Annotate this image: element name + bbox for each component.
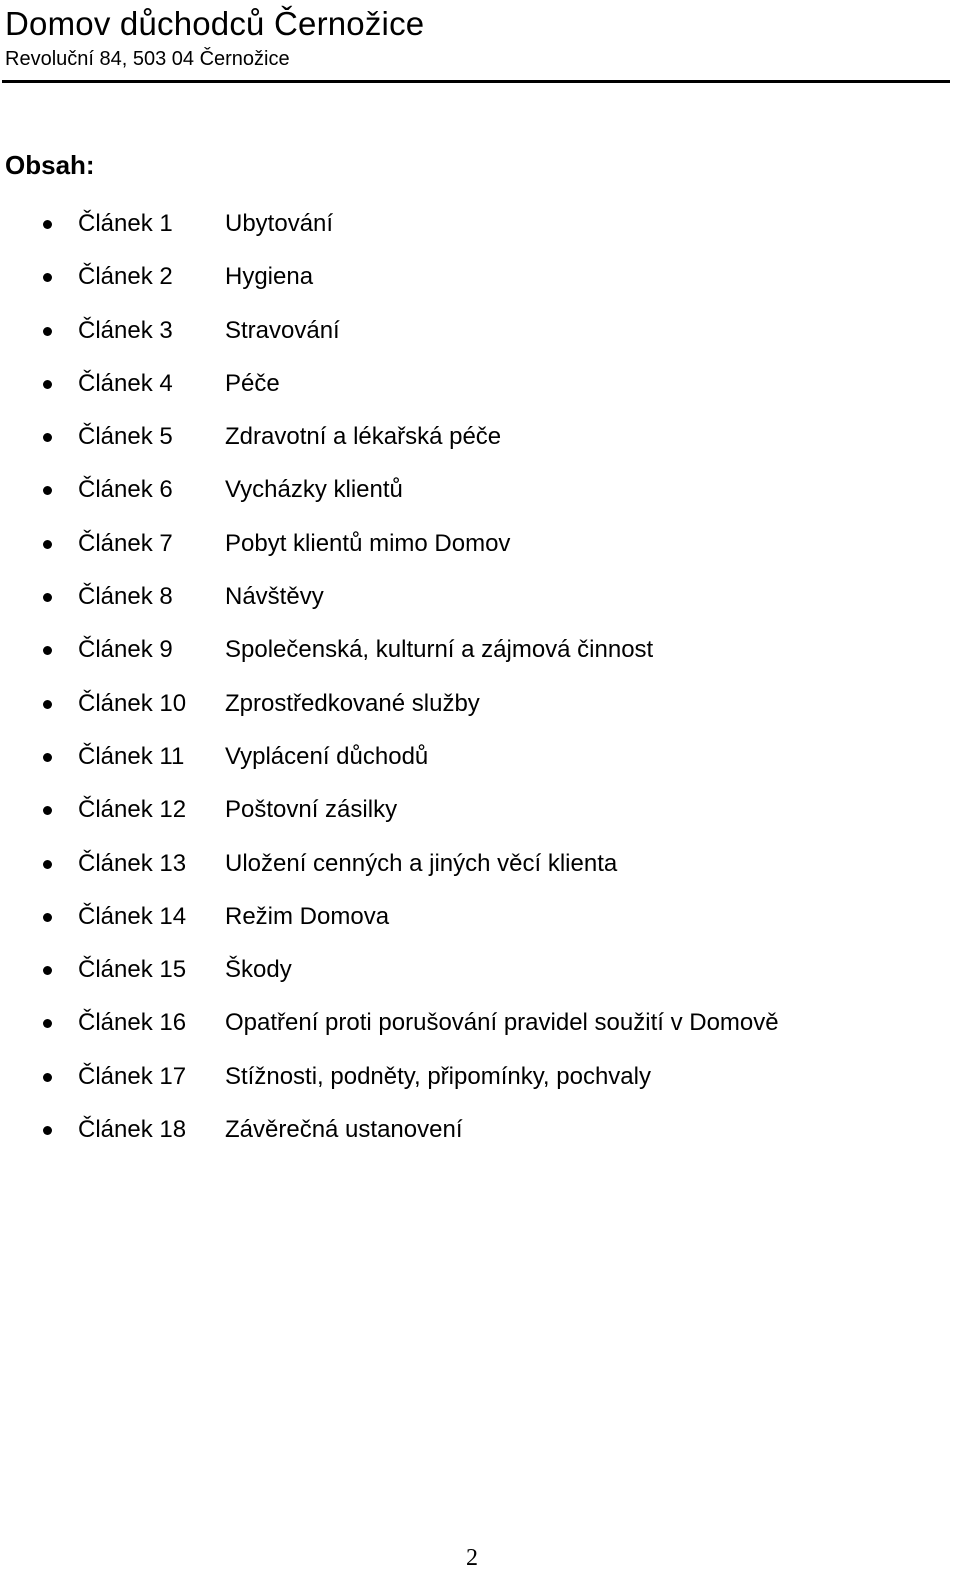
toc-article-label: Článek 3 [78, 316, 173, 344]
toc-topic-label: Uložení cenných a jiných věcí klienta [225, 849, 618, 877]
toc-topic-label: Vycházky klientů [225, 476, 403, 504]
toc-article-label: Článek 18 [78, 1116, 187, 1144]
toc-article-label: Článek 11 [78, 742, 185, 770]
toc-topic-label: Stravování [225, 316, 340, 344]
bullet-icon [43, 700, 52, 709]
bullet-icon [43, 966, 52, 975]
toc-topic-label: Ubytování [225, 210, 334, 237]
toc-article-label: Článek 1 [78, 210, 173, 237]
toc-article-label: Článek 2 [78, 263, 173, 291]
toc-topic-label: Opatření proti porušování pravidel soužití v Domově [225, 1009, 779, 1037]
toc-article-label: Článek 10 [78, 689, 187, 717]
bullet-icon [43, 327, 52, 336]
toc-topic-label: Hygiena [225, 263, 314, 291]
toc-topic-label: Vyplácení důchodů [225, 742, 429, 770]
bullet-icon [43, 1019, 52, 1028]
toc-article-label: Článek 13 [78, 849, 187, 877]
toc-topic-label: Péče [225, 369, 280, 397]
toc-article-label: Článek 9 [78, 636, 173, 664]
toc-topic-label: Zdravotní a lékařská péče [225, 423, 502, 451]
bullet-icon [43, 913, 52, 922]
bullet-icon [43, 753, 52, 762]
document-header [5, 0, 960, 71]
page-number: 2 [466, 1545, 478, 1571]
toc-topic-label: Škody [225, 956, 292, 984]
bullet-icon [43, 540, 52, 549]
toc-article-label: Článek 4 [78, 369, 173, 397]
bullet-icon [43, 1126, 52, 1135]
bullet-icon [43, 860, 52, 869]
toc-article-label: Článek 5 [78, 423, 173, 451]
bullet-icon [43, 1073, 52, 1082]
toc-topic-label: Pobyt klientů mimo Domov [225, 529, 511, 557]
bullet-icon [43, 806, 52, 815]
bullet-icon [43, 273, 52, 282]
toc-article-label: Článek 6 [78, 476, 173, 504]
header-divider [2, 80, 950, 83]
toc-article-label: Článek 15 [78, 956, 187, 984]
toc-article-label: Článek 17 [78, 1062, 187, 1090]
document-title: Domov důchodců Černožice [5, 5, 425, 42]
bullet-icon [43, 486, 52, 495]
toc-topic-label: Společenská, kulturní a zájmová činnost [225, 636, 654, 664]
toc-article-label: Článek 8 [78, 583, 173, 611]
bullet-icon [43, 433, 52, 442]
bullet-icon [43, 220, 52, 229]
toc-topic-label: Režim Domova [225, 902, 390, 930]
bullet-icon [43, 593, 52, 602]
toc-topic-label: Návštěvy [225, 583, 324, 611]
toc-heading: Obsah: [5, 150, 95, 180]
document-address: Revoluční 84, 503 04 Černožice [5, 48, 290, 70]
toc-article-label: Článek 16 [78, 1009, 187, 1037]
toc-topic-label: Závěrečná ustanovení [225, 1116, 463, 1144]
toc-article-label: Článek 7 [78, 529, 173, 557]
toc-topic-label: Zprostředkované služby [225, 689, 480, 717]
toc-topic-label: Stížnosti, podněty, připomínky, pochvaly [225, 1062, 651, 1090]
bullet-icon [43, 380, 52, 389]
toc-article-label: Článek 14 [78, 902, 187, 930]
toc-topic-label: Poštovní zásilky [225, 796, 398, 824]
toc-article-label: Článek 12 [78, 796, 187, 824]
bullet-icon [43, 646, 52, 655]
